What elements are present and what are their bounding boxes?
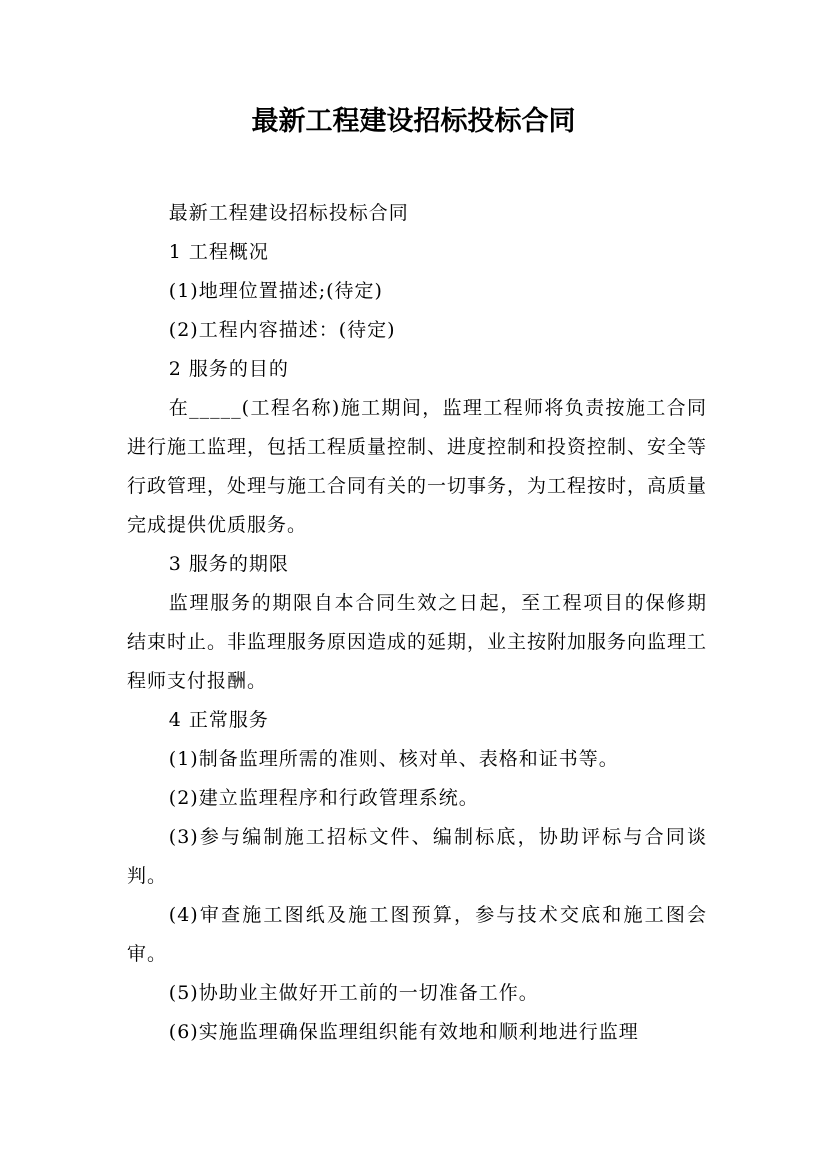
- paragraph-service-term: 监理服务的期限自本合同生效之日起，至工程项目的保修期结束时止。非监理服务原因造成的延期，业主按附加服务向监理工程师支付报酬。: [127, 592, 708, 692]
- list-item-6: (6)实施监理确保监理组织能有效地和顺利地进行监理: [168, 1021, 639, 1043]
- list-item-1: (1)制备监理所需的准则、核对单、表格和证书等。: [168, 748, 619, 770]
- section-heading-project-overview: 1 工程概况: [168, 241, 269, 263]
- section-heading-service-purpose: 2 服务的目的: [168, 358, 289, 380]
- list-item-2: (2)建立监理程序和行政管理系统。: [168, 787, 479, 809]
- list-item-4: (4)审查施工图纸及施工图预算，参与技术交底和施工图会审。: [127, 904, 707, 965]
- paragraph-location: (1)地理位置描述;(待定): [168, 280, 383, 302]
- paragraph-service-purpose: 在_____(工程名称)施工期间，监理工程师将负责按施工合同进行施工监理，包括工程质量控制、进度控制和投资控制、安全等行政管理，处理与施工合同有关的一切事务，为工程按时，高质量完成提供优质服务。: [127, 397, 708, 536]
- section-heading-service-term: 3 服务的期限: [168, 553, 289, 575]
- list-item-5: (5)协助业主做好开工前的一切准备工作。: [168, 982, 539, 1004]
- paragraph-subtitle: 最新工程建设招标投标合同: [168, 202, 409, 224]
- section-heading-normal-service: 4 正常服务: [168, 709, 269, 731]
- document-title: 最新工程建设招标投标合同: [251, 106, 576, 137]
- document-body: [127, 194, 707, 1052]
- paragraph-project-content: (2)工程内容描述：(待定): [168, 319, 396, 341]
- list-item-3: (3)参与编制施工招标文件、编制标底，协助评标与合同谈判。: [127, 826, 707, 887]
